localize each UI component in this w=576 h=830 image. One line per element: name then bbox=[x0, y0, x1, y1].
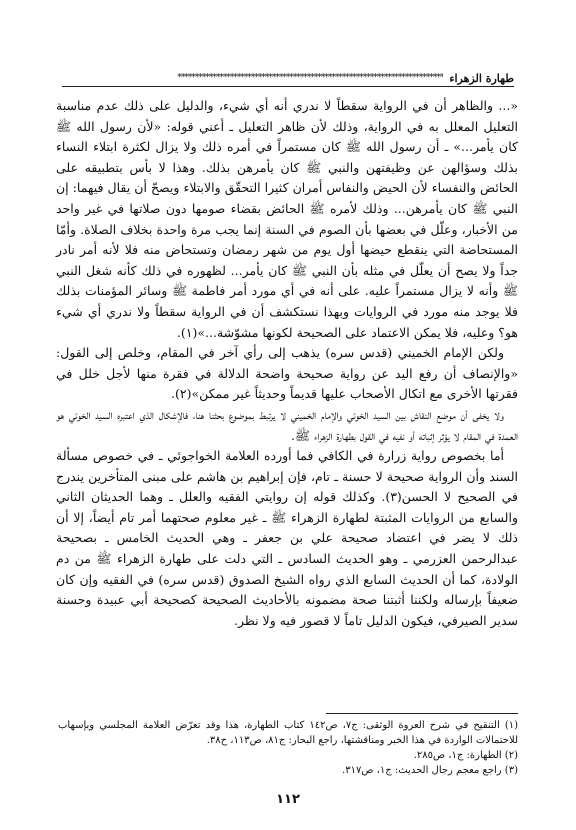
footnote-1: (١) التنقيح في شرح العروة الوثقى: ج٧، ص١٤٢ كتاب الطهارة، هذا وقد تعرّض العلامة المجلسي وبإسهاب للاحتمالات الواردة في هذا الخبر ومناقشتها، راجع البحار: ج٨١، ص١١٣، ح٣٨. bbox=[58, 720, 519, 746]
paragraph-discussion: ولا يخفى أن موضع النقاش بين السيد الخوئي والإمام الخميني لا يرتبط بموضوع بحثنا هنا، فالإشكال الذي اعتبره السيد الخوئي هو العمدة في المقام لا يؤثر إثباته أو نفيه في القول بطهارة الزهراء ﷺ. bbox=[56, 406, 518, 443]
page-number: ١١٢ bbox=[276, 792, 300, 807]
paragraph-khomeini: ولكن الإمام الخميني (قدس سره) يذهب إلى رأي آخر في المقام، وخلص إلى القول: «والإنصاف أن رفع اليد عن رواية صحيحة واضحة الدلالة في فقرة منها لأجل خلل في فقرتها الأخرى مع اتكال الأصحاب عليها قديماً وحديثاً غير ممكن»(٢). bbox=[56, 345, 518, 402]
header-star-rule: **************************************************************************** bbox=[177, 73, 444, 83]
footnotes bbox=[58, 718, 518, 778]
main-text bbox=[56, 96, 518, 631]
footnote-2: (٢) الطهارة: ج١، ص٢٨٥. bbox=[413, 750, 518, 761]
paragraph-zurara: أما بخصوص رواية زرارة في الكافي فما أورده العلامة الخواجوئي ـ في خصوص مسألة السند وأن الرواية صحيحة لا حسنة ـ تام، فإن إبراهيم بن هاشم على مبنى المتأخرين يندرج في الصحيح لا الحسن(٣). وكذلك قوله إن روايتي الفقيه والعلل ـ وهما الحديثان الثاني والسابع من الروايات المثبتة لطهارة الزهراء ﷺ ـ غير معلوم صحتهما أمر تام أيضاً، إلا أن ذلك لا يضر في اعتضاد صحيحة علي بن جعفر ـ وهي الحديث الخامس ـ بصحيحة عبدالرحمن العزرمي ـ وهو الحديث السادس ـ التي دلت على طهارة الزهراء ﷺ من دم الولادة، كما أن الحديث السابع الذي رواه الشيخ الصدوق (قدس سره) في الفقيه وإن كان ضعيفاً بإرساله ولكننا أثبتنا صحة مضمونه بالأحاديث الصحيحة كصحيحة أبي عبيدة وحسنة سدير الصيرفي، فيكون الدليل تاماً لا قصور فيه ولا نظر. bbox=[56, 448, 518, 628]
paragraph-quote-khoei: «... والظاهر أن في الرواية سقطاً لا ندري أنه أي شيء، والدليل على ذلك عدم مناسبة التعليل المعلل به في الرواية، وذلك لأن ظاهر التعليل ـ أعني قوله: «لأن رسول الله ﷺ كان يأمر...» ـ أن رسول الله ﷺ كان مستمراً في أمره ذلك ولا يزال لكثرة ابتلاء النساء بذلك وسؤالهن عن وظيفتهن والنبي ﷺ كان يأمرهن بذلك. وهذا لا بأس بتطبيقه على الحائض والنفساء لأن الحيض والنفاس أمران كثيرا التحقّق والابتلاء ويصحّ أن يقال فيهما: إن النبي ﷺ كان يأمرهن... وذلك لأمره ﷺ الحائض بقضاء صومها دون صلاتها في غير واحد من الأخبار، وعلّل في بعضها بأن الصوم في السنة إنما يجب مرة واحدة بخلاف الصلاة. وأمّا المستحاضة التي ينقطع حيضها أول يوم من شهر رمضان وتستحاض منه فلا لأنه أمر نادر جداً ولا يصح أن يعلّل في مثله بأن النبي ﷺ كان يأمر... لظهوره في ذلك كأنه شغل النبي ﷺ وأنه لا يزال مستمراً عليه. على أنه في أي مورد أمر فاطمة ﷺ وسائر المؤمنات بذلك فلا يوجد منه مورد في الروايات وبهذا نستكشف أن في الرواية سقطاً ولا ندري أي شيء هو؟ وعليه، فلا يمكن الاعتماد على الصحيحة لكونها مشوّشة...»(١). bbox=[56, 98, 518, 340]
running-header-title: طهارة الزهراء bbox=[449, 71, 514, 85]
footnote-divider bbox=[326, 713, 518, 714]
running-header bbox=[62, 70, 514, 87]
footnote-3: (٣) راجع معجم رجال الحديث: ج١، ص٣١٧. bbox=[342, 765, 518, 776]
